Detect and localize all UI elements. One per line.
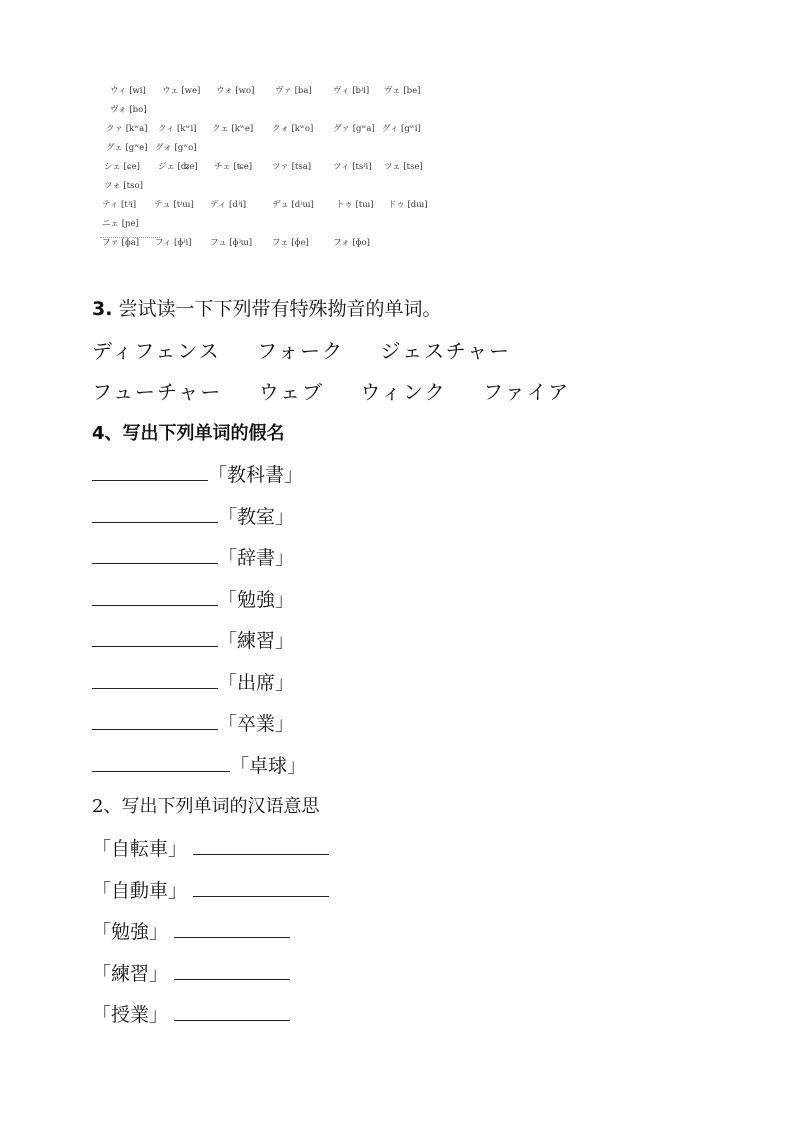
katakana-word: ウィンク <box>360 380 447 404</box>
meaning-question <box>92 834 329 861</box>
kana-chart <box>100 80 430 248</box>
chart-cut-edge <box>100 234 160 238</box>
meaning-question <box>92 1000 290 1027</box>
chart-cell: ウィ [wi] <box>110 86 146 96</box>
meaning-question <box>92 959 290 986</box>
question-word: 「自動車」 <box>92 880 188 902</box>
chart-cell: ウォ [wo] <box>216 86 255 96</box>
katakana-word: フォーク <box>257 339 345 363</box>
answer-blank[interactable] <box>174 1006 290 1021</box>
chart-cell: ツェ [tse] <box>384 162 423 172</box>
chart-cell: クォ [kʷo] <box>272 124 314 134</box>
chart-row <box>100 194 430 213</box>
answer-blank[interactable] <box>92 466 208 481</box>
chart-cell: トゥ [tɯ] <box>336 200 374 210</box>
chart-cell: ツァ [tsa] <box>272 162 312 172</box>
question-word: 「勉強」 <box>92 921 169 943</box>
question-word: 「勉強」 <box>218 589 295 611</box>
chart-row <box>100 80 430 99</box>
chart-cell: ティ [tʲi] <box>102 200 137 210</box>
question-word: 「練習」 <box>218 630 295 652</box>
answer-blank[interactable] <box>193 840 329 855</box>
chart-cell: ヴィ [bʲi] <box>333 86 370 96</box>
answer-blank[interactable] <box>174 923 290 938</box>
chart-cell: フュ [ɸʲɯ] <box>210 238 253 248</box>
katakana-word: フューチャー <box>92 380 223 404</box>
chart-cell: グォ [gʷo] <box>155 143 197 153</box>
question-word: 「教室」 <box>218 506 295 528</box>
question-word: 「卒業」 <box>218 713 295 735</box>
chart-row <box>100 137 430 156</box>
section4-heading: 4、写出下列单词的假名 <box>92 423 285 444</box>
chart-cell: シェ [ɕe] <box>104 162 140 172</box>
katakana-word: ジェスチャー <box>380 339 512 363</box>
kana-question <box>92 668 294 695</box>
chart-cell: ジェ [ʥe] <box>158 162 198 172</box>
chart-cell: クァ [kʷa] <box>106 124 148 134</box>
chart-cell: ヴェ [be] <box>384 86 421 96</box>
answer-blank[interactable] <box>92 549 218 564</box>
kana-question <box>92 585 294 612</box>
chart-cell: グェ [gʷe] <box>106 143 148 153</box>
chart-cell: クィ [kʷi] <box>158 124 197 134</box>
chart-cell: フォ [ɸo] <box>333 238 370 248</box>
answer-blank[interactable] <box>92 674 218 689</box>
chart-cell: ツォ [tso] <box>104 181 143 191</box>
chart-row <box>100 118 430 137</box>
answer-blank[interactable] <box>92 508 218 523</box>
kana-question <box>92 543 294 570</box>
chart-cell: グィ [gʷi] <box>382 124 421 134</box>
chart-cell: グァ [gʷa] <box>333 124 375 134</box>
section2-heading: 2、写出下列单词的汉语意思 <box>92 796 320 817</box>
chart-row <box>100 156 430 175</box>
section3-title: 尝试读一下下列带有特殊拗音的单词。 <box>118 298 442 320</box>
section3-words-line2 <box>92 376 598 405</box>
chart-cell: フェ [ɸe] <box>272 238 309 248</box>
answer-blank[interactable] <box>193 882 329 897</box>
section3-number: 3. <box>92 298 113 320</box>
question-word: 「自転車」 <box>92 838 188 860</box>
chart-cell: クェ [kʷe] <box>212 124 254 134</box>
section3-heading <box>92 294 442 321</box>
kana-question <box>92 626 294 653</box>
question-word: 「練習」 <box>92 963 169 985</box>
chart-cell: ツィ [tsʲi] <box>333 162 372 172</box>
chart-cell: フィ [ɸʲi] <box>155 238 192 248</box>
answer-blank[interactable] <box>174 965 290 980</box>
chart-cell: ヴァ [ba] <box>275 86 312 96</box>
chart-cell: チェ [ʨe] <box>214 162 253 172</box>
chart-cell: ドゥ [dɯ] <box>388 200 428 210</box>
chart-row <box>100 99 430 118</box>
question-word: 「授業」 <box>92 1004 169 1026</box>
question-word: 「出席」 <box>218 672 295 694</box>
answer-blank[interactable] <box>92 632 218 647</box>
chart-cell: デュ [dʲɯ] <box>272 200 314 210</box>
meaning-question <box>92 876 329 903</box>
katakana-word: ファイア <box>483 380 571 404</box>
answer-blank[interactable] <box>92 591 218 606</box>
question-word: 「教科書」 <box>208 464 304 486</box>
chart-row <box>100 213 430 232</box>
kana-question <box>92 502 294 529</box>
question-word: 「卓球」 <box>230 755 307 777</box>
katakana-word: ウェブ <box>258 380 324 404</box>
answer-blank[interactable] <box>92 715 218 730</box>
question-word: 「辞書」 <box>218 547 295 569</box>
katakana-word: ディフェンス <box>92 339 221 363</box>
answer-blank[interactable] <box>92 757 230 772</box>
chart-cell: テュ [tʲɯ] <box>154 200 194 210</box>
kana-question <box>92 460 303 487</box>
chart-cell: ウェ [we] <box>162 86 201 96</box>
meaning-question <box>92 917 290 944</box>
chart-cell: ディ [dʲi] <box>210 200 247 210</box>
kana-question <box>92 709 294 736</box>
chart-cell: ニェ [ɲe] <box>102 219 139 229</box>
section3-words-line1 <box>92 335 539 364</box>
chart-row <box>100 175 430 194</box>
chart-cell: ファ [ɸa] <box>102 238 140 248</box>
kana-question <box>92 751 306 778</box>
chart-cell: ヴォ [bo] <box>110 105 147 115</box>
